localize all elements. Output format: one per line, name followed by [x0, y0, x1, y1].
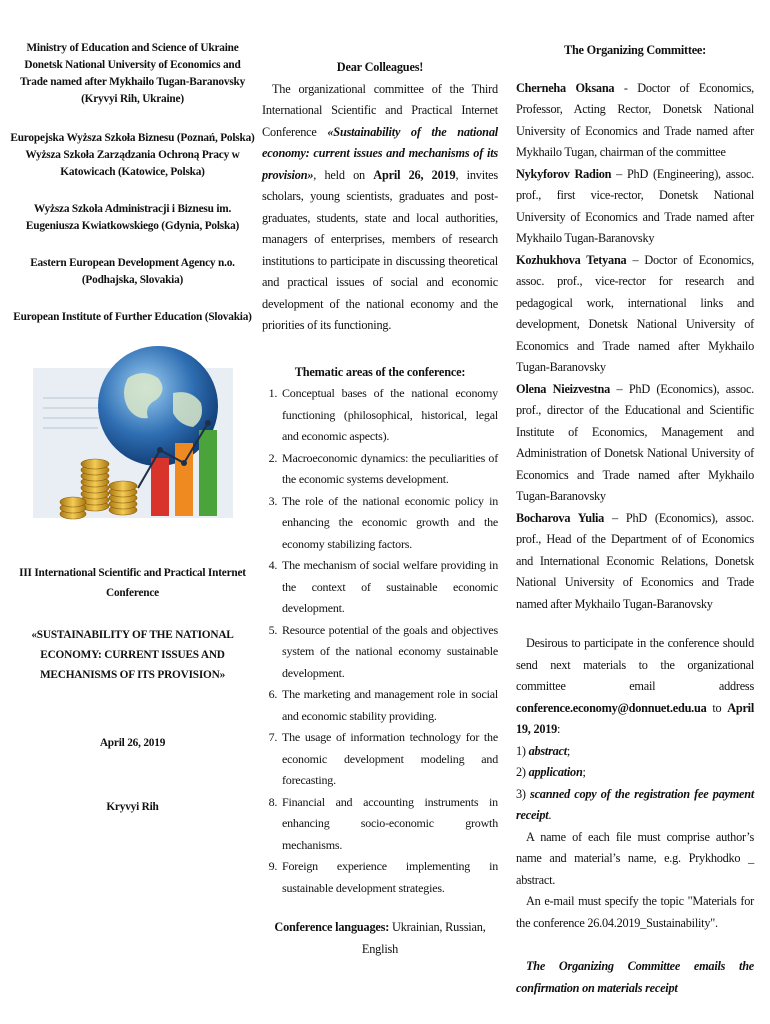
member-name: Olena Nieizvestna — [516, 381, 610, 396]
theme-item: 8. Financial and accounting instruments in enhancing socio-economic growth mechanisms. — [280, 792, 498, 857]
material-name: abstract — [528, 743, 567, 758]
member-name: Bocharova Yulia — [516, 510, 605, 525]
submission-paragraph — [516, 633, 754, 741]
material-number: 1) — [516, 743, 529, 758]
conference-date-inline: April 26, 2019 — [373, 167, 456, 182]
member-name: Kozhukhova Tetyana — [516, 252, 627, 267]
org2-line1: Europejska Wyższa Szkoła Biznesu (Poznań, Polska) — [10, 132, 255, 144]
languages-value: Ukrainian, Russian, English — [361, 920, 486, 956]
member-name: Nykyforov Radion — [516, 166, 612, 181]
organizer-block-3 — [10, 201, 255, 235]
member-description: – Doctor of Economics, assoc. prof., vice-rector for research and pedagogical work, international links and development, Donetsk National University of Economics and Trade named after Mykhailo Tugan-Baranovsky — [516, 252, 754, 374]
org2-line2: Wyższa Szkoła Zarządzania Ochroną Pracy w Katowicach (Katowice, Polska) — [25, 149, 240, 178]
theme-item: 6. The marketing and management role in social and economic stability providing. — [280, 684, 498, 727]
organizer-block-4 — [10, 255, 255, 289]
material-punct: ; — [582, 765, 586, 779]
file-naming-note: A name of each file must comprise author’s name and material’s name, e.g. Prykhodko _ abstract. — [516, 829, 754, 887]
themes-heading: Thematic areas of the conference: — [294, 364, 466, 379]
conference-title: «SUSTAINABILITY OF THE NATIONAL ECONOMY: CURRENT ISSUES AND MECHANISMS OF ITS PROVISION» — [31, 629, 234, 681]
material-name: application — [528, 765, 583, 779]
greeting: Dear Colleagues! — [336, 60, 424, 74]
submit-text-1: Desirous to participate in the conference should send next materials to the organizational committee email address — [516, 636, 754, 693]
invitation-paragraph — [262, 79, 498, 337]
committee-member — [516, 78, 754, 164]
material-number: 2) — [516, 765, 529, 779]
member-description: – PhD (Economics), assoc. prof., Head of the Department of of Economics and International Economic Relations, Donetsk National University of Economics and Trade named after Mykhailo Tugan-Baranovsky — [516, 510, 754, 611]
theme-item: 3. The role of the national economic policy in enhancing the economic growth and the economy stabilizing factors. — [280, 491, 498, 556]
org3-line1: Wyższa Szkoła Administracji i Biznesu im. Eugeniusza Kwiatkowskiego (Gdynia, Polska) — [25, 203, 240, 232]
languages-label: Conference languages: — [274, 920, 390, 934]
material-name: scanned copy of the registration fee payment receipt — [516, 786, 754, 822]
committee-members — [516, 78, 754, 616]
theme-item: 9. Foreign experience implementing in sustainable development strategies. — [280, 856, 498, 899]
intro-text-3: , invites scholars, young scientists, graduates and post-graduates, students, state and local authorities, managers of enterprises, members of research institutions to participate in discussing theoretical and practical issues of social and economic development of the national economy and the priorities of its functioning. — [262, 167, 499, 332]
organizer-block-2 — [10, 130, 255, 181]
committee-heading: The Organizing Committee: — [564, 43, 706, 57]
materials-list — [516, 741, 754, 827]
committee-member — [516, 250, 754, 379]
conference-languages — [262, 917, 498, 960]
material-punct: . — [548, 808, 552, 822]
theme-item: 2. Macroeconomic dynamics: the peculiarities of the economic systems development. — [280, 448, 498, 491]
member-name: Cherneha Oksana — [516, 80, 615, 95]
theme-item: 4. The mechanism of social welfare providing in the context of sustainable economic development. — [280, 555, 498, 620]
material-number: 3) — [516, 786, 531, 801]
committee-member — [516, 379, 754, 508]
intro-text-2: , held on — [313, 167, 374, 182]
organizer-block-5: European Institute of Further Education (Slovakia) — [13, 311, 252, 323]
theme-item: 7. The usage of information technology for the economic development modeling and forecasting. — [280, 727, 498, 792]
right-panel — [516, 0, 754, 999]
themes-list — [262, 383, 498, 899]
conference-kind: III International Scientific and Practical Internet Conference — [19, 567, 246, 599]
material-punct: ; — [566, 743, 571, 758]
theme-item: 5. Resource potential of the goals and objectives system of the national economy sustainable development. — [280, 620, 498, 685]
conference-city: Kryvyi Rih — [106, 801, 159, 813]
org1-line3: (Kryvyi Rih, Ukraine) — [81, 93, 184, 105]
member-description: – PhD (Economics), assoc. prof., director of the Educational and Scientific Institute of Economics, Management and Administration of Donetsk National University of Economics and Trade named after Mykhailo Tugan-Baranovsky — [516, 381, 754, 503]
org1-line1: Ministry of Education and Science of Ukraine — [26, 42, 239, 54]
conference-date: April 26, 2019 — [99, 737, 166, 749]
intro-text-1: The organizational committee of the Third International Scientific and Practical Internet Conference — [262, 81, 498, 139]
committee-member — [516, 508, 754, 616]
left-panel — [10, 0, 255, 816]
submission-deadline: April 19, 2019 — [516, 700, 754, 736]
conference-title-inline: «Sustainability of the national economy: current issues and mechanisms of its provision» — [262, 124, 498, 182]
submit-text-3: : — [557, 722, 561, 736]
submission-email[interactable]: conference.economy@donnuet.edu.ua — [516, 700, 707, 715]
material-item — [516, 741, 754, 763]
submit-text-2: to — [706, 700, 728, 715]
organizer-block-1 — [10, 40, 255, 108]
confirmation-note: The Organizing Committee emails the confirmation on materials receipt — [516, 959, 754, 995]
member-description: - Doctor of Economics, Professor, Acting Rector, Donetsk National University of Economics and Trade named after Mykhailo Tugan, chairman of the committee — [516, 80, 754, 159]
material-item — [516, 784, 754, 827]
middle-panel — [262, 0, 498, 960]
org4-line1: Eastern European Development Agency n.o. (Podhajska, Slovakia) — [30, 257, 235, 286]
committee-member — [516, 164, 754, 250]
org1-line2: Donetsk National University of Economics and Trade named after Mykhailo Tugan-Baranovsky — [19, 59, 246, 88]
theme-item: 1. Conceptual bases of the national economy functioning (philosophical, historical, legal and economic aspects). — [280, 383, 498, 448]
member-description: – PhD (Engineering), assoc. prof., first vice-rector, Donetsk National University of Economics and Trade named after Mykhailo Tugan-Baranovsky — [516, 166, 754, 245]
email-topic-note: An e-mail must specify the topic "Materials for the conference 26.04.2019_Sustainability". — [516, 894, 754, 930]
economy-globe-illustration — [33, 338, 233, 538]
material-item — [516, 762, 754, 784]
